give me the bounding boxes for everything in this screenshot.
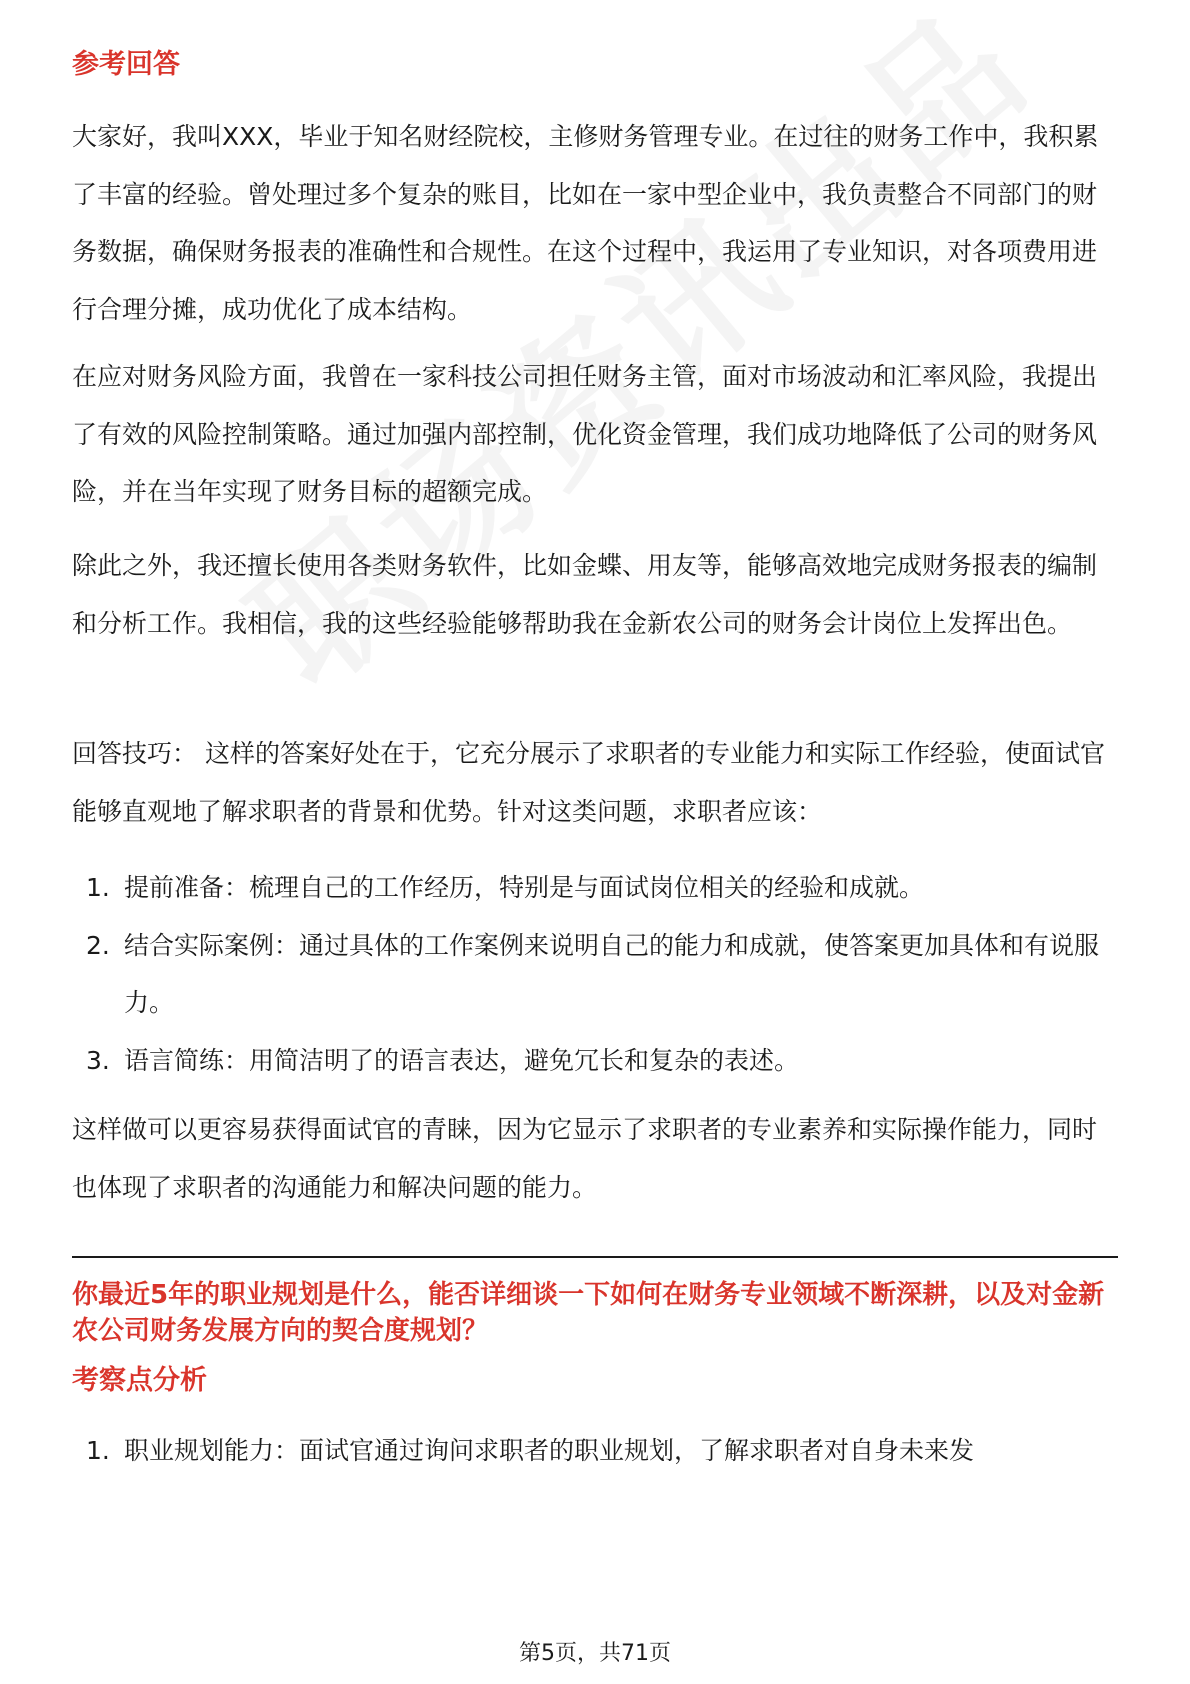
list-item [72, 859, 1118, 917]
list-item-text: 职业规划能力：面试官通过询问求职者的职业规划，了解求职者对自身未来发 [124, 1436, 975, 1465]
list-item [72, 1032, 1118, 1090]
answer-paragraph-2: 在应对财务风险方面，我曾在一家科技公司担任财务主管，面对市场波动和汇率风险，我提出了有效的风险控制策略。通过加强内部控制，优化资金管理，我们成功地降低了公司的财务风险，并在当年实现了财务目标的超额完成。 [72, 362, 1098, 506]
list-item-text: 结合实际案例：通过具体的工作案例来说明自己的能力和成就，使答案更加具体和有说服力。 [124, 930, 1100, 1017]
section-divider [72, 1256, 1118, 1258]
list-number: 1. [86, 873, 110, 902]
tips-paragraph: 回答技巧： 这样的答案好处在于，它充分展示了求职者的专业能力和实际工作经验，使面试官能够直观地了解求职者的背景和优势。针对这类问题，求职者应该： [72, 739, 1105, 826]
list-number: 1. [86, 1436, 110, 1465]
list-item [72, 1422, 1118, 1480]
tips-list [72, 859, 1118, 1089]
list-item-text: 语言简练：用简洁明了的语言表达，避免冗长和复杂的表述。 [124, 1045, 800, 1075]
list-item [72, 917, 1118, 1032]
answer-paragraph-1: 大家好，我叫XXX，毕业于知名财经院校，主修财务管理专业。在过往的财务工作中，我积累了丰富的经验。曾处理过多个复杂的账目，比如在一家中型企业中，我负责整合不同部门的财务数据，确保财务报表的准确性和合规性。在这个过程中，我运用了专业知识，对各项费用进行合理分摊，成功优化了成本结构。 [72, 122, 1099, 324]
analysis-heading: 考察点分析 [72, 1365, 207, 1396]
answer-paragraph-3: 除此之外，我还擅长使用各类财务软件，比如金蝶、用友等，能够高效地完成财务报表的编制和分析工作。我相信，我的这些经验能够帮助我在金新农公司的财务会计岗位上发挥出色。 [72, 551, 1098, 638]
page-footer: 第5页，共71页 [519, 1641, 671, 1666]
list-number: 2. [86, 930, 110, 960]
list-item-text: 提前准备：梳理自己的工作经历，特别是与面试岗位相关的经验和成就。 [124, 873, 925, 902]
analysis-list [72, 1422, 1118, 1480]
closing-paragraph: 这样做可以更容易获得面试官的青睐，因为它显示了求职者的专业素养和实际操作能力，同时也体现了求职者的沟通能力和解决问题的能力。 [72, 1115, 1098, 1202]
reference-answer-heading: 参考回答 [72, 49, 180, 80]
interview-question: 你最近5年的职业规划是什么，能否详细谈一下如何在财务专业领域不断深耕，以及对金新农公司财务发展方向的契合度规划？ [72, 1280, 1105, 1346]
list-number: 3. [86, 1045, 110, 1075]
